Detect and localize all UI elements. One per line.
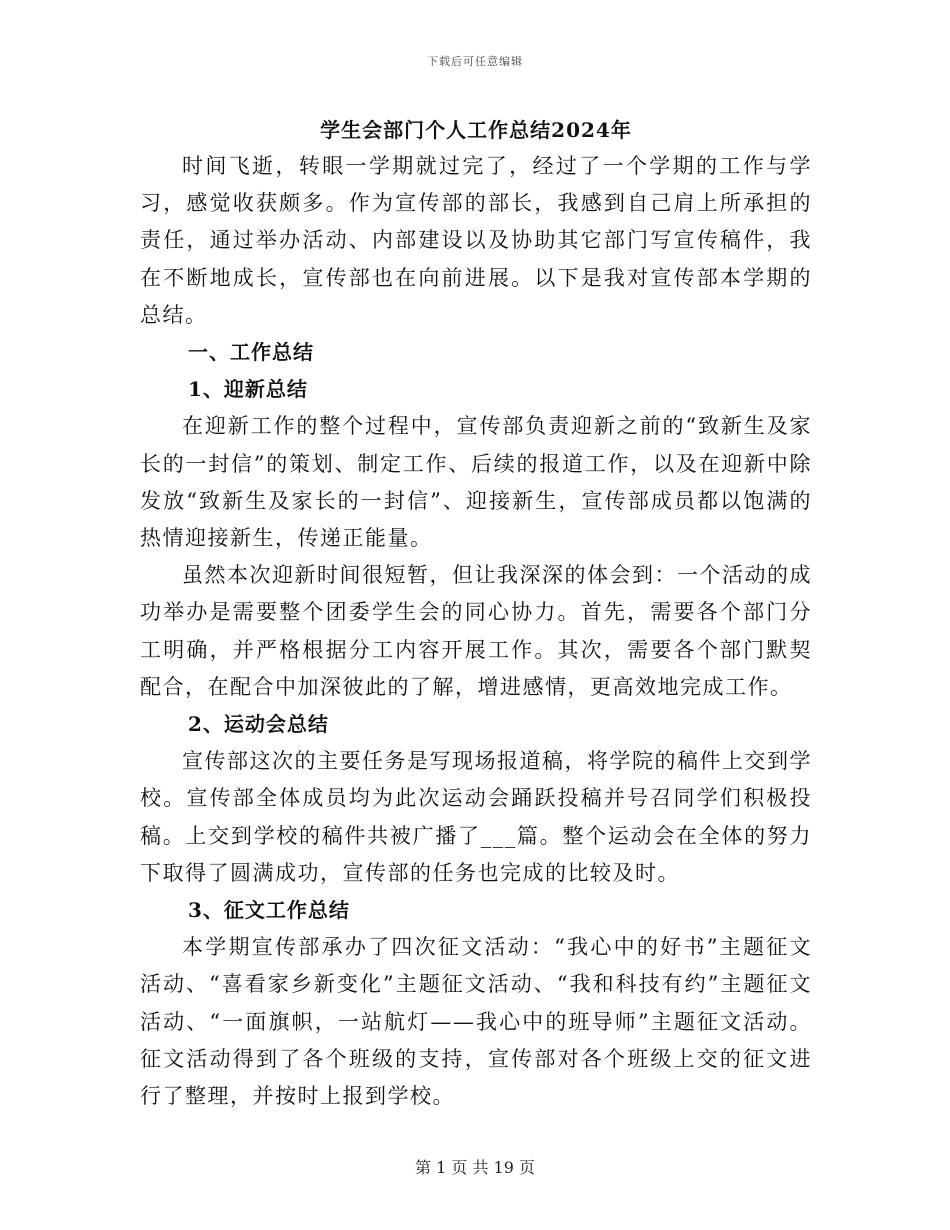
welcome-paragraph-1: 在迎新工作的整个过程中，宣传部负责迎新之前的“致新生及家长的一封信”的策划、制定工作、后续的报道工作，以及在迎新中除发放“致新生及家长的一封信”、迎接新生，宣传部成员都以饱满的热情迎接新生，传递正能量。 bbox=[140, 414, 812, 551]
intro-paragraph: 时间飞逝，转眼一学期就过完了，经过了一个学期的工作与学习，感觉收获颇多。作为宣传部的部长，我感到自己肩上所承担的责任，通过举办活动、内部建设以及协助其它部门写宣传稿件，我在不断地成长，宣传部也在向前进展。以下是我对宣传部本学期的总结。 bbox=[140, 154, 812, 327]
page-header-note: 下载后可任意编辑 bbox=[427, 55, 523, 68]
subheading-essay-summary: 3、征文工作总结 bbox=[188, 898, 350, 923]
sports-meet-paragraph: 宣传部这次的主要任务是写现场报道稿，将学院的稿件上交到学校。宣传部全体成员均为此次运动会踊跃投稿并号召同学们积极投稿。上交到学校的稿件共被广播了___篇。整个运动会在全体的努力下取得了圆满成功，宣传部的任务也完成的比较及时。 bbox=[140, 749, 812, 885]
page-number: 第 1 页 共 19 页 bbox=[415, 1158, 535, 1177]
subheading-sports-meet-summary: 2、运动会总结 bbox=[188, 712, 329, 737]
essay-paragraph: 本学期宣传部承办了四次征文活动：“我心中的好书”主题征文活动、“喜看家乡新变化”主题征文活动、“我和科技有约”主题征文活动、“一面旗帜，一站航灯——我心中的班导师”主题征文活动。征文活动得到了各个班级的支持，宣传部对各个班级上交的征文进行了整理，并按时上报到学校。 bbox=[140, 935, 812, 1109]
document-body bbox=[140, 112, 812, 1115]
subheading-welcome-summary: 1、迎新总结 bbox=[188, 377, 308, 402]
welcome-paragraph-2: 虽然本次迎新时间很短暂，但让我深深的体会到：一个活动的成功举办是需要整个团委学生会的同心协力。首先，需要各个部门分工明确，并严格根据分工内容开展工作。其次，需要各个部门默契配合，在配合中加深彼此的了解，增进感情，更高效地完成工作。 bbox=[140, 563, 812, 699]
section-heading-work-summary: 一、工作总结 bbox=[188, 340, 314, 365]
document-title: 学生会部门个人工作总结2024年 bbox=[320, 118, 632, 142]
